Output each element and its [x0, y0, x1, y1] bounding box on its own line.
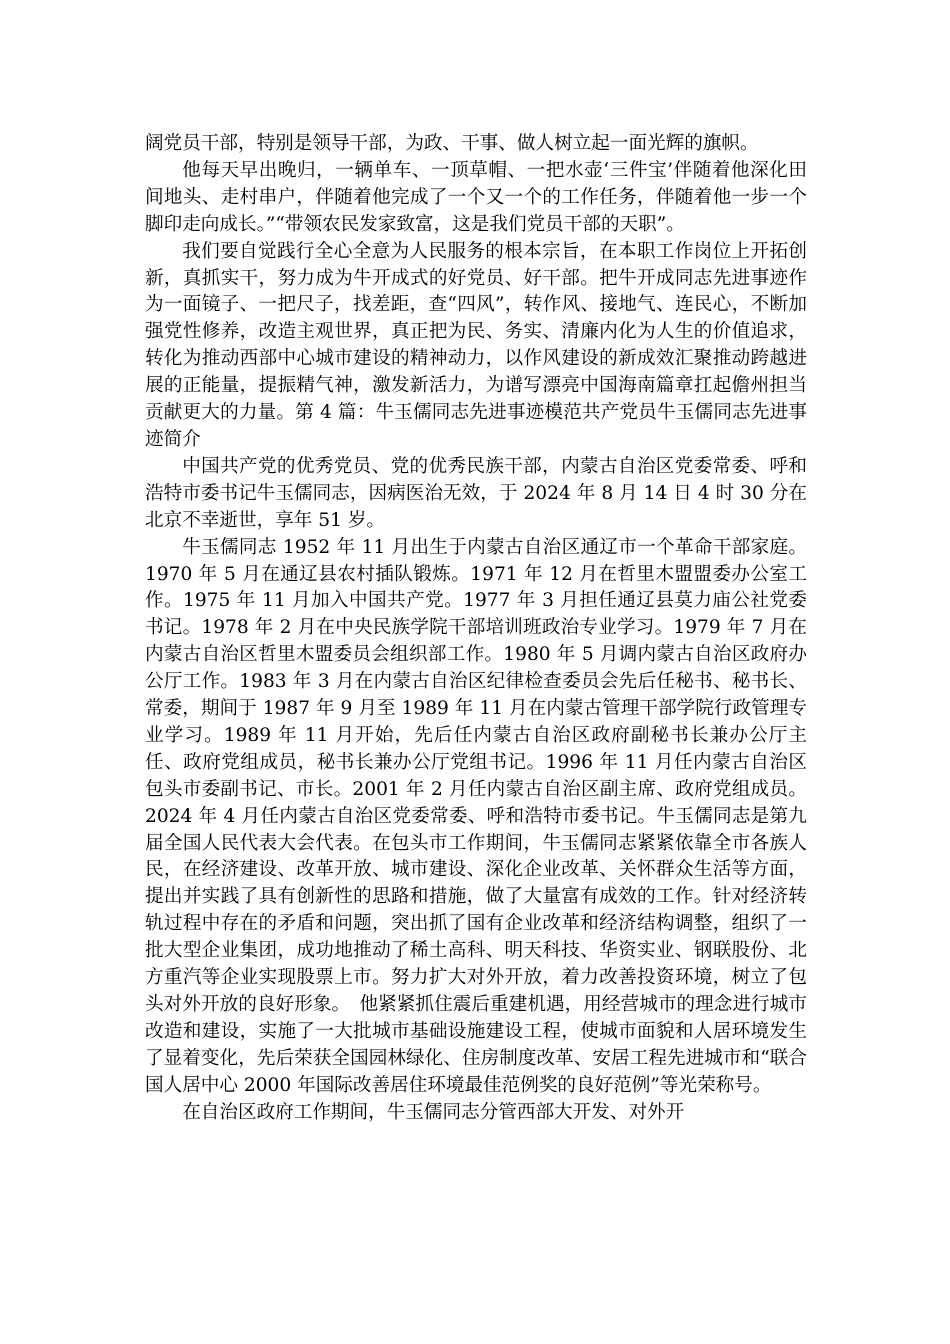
paragraph-1: 阔党员干部，特别是领导干部，为政、干事、做人树立起一面光辉的旗帜。 [145, 133, 759, 154]
paragraph-6: 在自治区政府工作期间，牛玉儒同志分管西部大开发、对外开 [182, 1101, 685, 1123]
paragraph-3: 我们要自觉践行全心全意为人民服务的根本宗旨，在本职工作岗位上开拓创新，真抓实干，努力成为牛开成式的好党员、好干部。把牛开成同志先进事迹作为一面镜子、一把尺子，找差距，查“四风”，转作风、接地气、连民心，不断加强党性修养，改造主观世界，真正把为民、务实、清廉内化为人生的价值追求，转化为推动西部中心城市建设的精神动力，以作风建设的新成效汇聚推动跨越进展的正能量，提振精气神，激发新活力，为谱写漂亮中国海南篇章扛起儋州担当贡献更大的力量。第 4 篇：牛玉儒同志先进事迹模范共产党员牛玉儒同志先进事迹简介 [145, 240, 807, 450]
document-body [145, 131, 807, 1127]
paragraph-4: 中国共产党的优秀党员、党的优秀民族干部，内蒙古自治区党委常委、呼和浩特市委书记牛玉儒同志，因病医治无效，于 2024 年 8 月 14 日 4 时 30 分在北京不幸逝世，享年 51 岁。 [145, 455, 807, 531]
paragraph-5: 牛玉儒同志 1952 年 11 月出生于内蒙古自治区通辽市一个革命干部家庭。1970 年 5 月在通辽县农村插队锻炼。1971 年 12 月在哲里木盟盟委办公室工作。1975 年 11 月加入中国共产党。1977 年 3 月担任通辽县莫力庙公社党委书记。1978 年 2 月在中央民族学院干部培训班政治专业学习。1979 年 7 月在内蒙古自治区哲里木盟委员会组织部工作。1980 年 5 月调内蒙古自治区政府办公厅工作。1983 年 3 月在内蒙古自治区纪律检查委员会先后任秘书、秘书长、常委，期间于 1987 年 9 月至 1989 年 11 月在内蒙古管理干部学院行政管理专业学习。1989 年 11 月开始，先后任内蒙古自治区政府副秘书长兼办公厅主任、政府党组成员，秘书长兼办公厅党组书记。1996 年 11 月任内蒙古自治区包头市委副书记、市长。2001 年 2 月任内蒙古自治区副主席、政府党组成员。2024 年 4 月任内蒙古自治区党委常委、呼和浩特市委书记。牛玉儒同志是第九届全国人民代表大会代表。在包头市工作期间，牛玉儒同志紧紧依靠全市各族人民，在经济建设、改革开放、城市建设、深化企业改革、关怀群众生活等方面，提出并实践了具有创新性的思路和措施，做了大量富有成效的工作。针对经济转轨过程中存在的矛盾和问题，突出抓了国有企业改革和经济结构调整，组织了一批大型企业集团，成功地推动了稀土高科、明天科技、华资实业、钢联股份、北方重汽等企业实现股票上市。努力扩大对外开放，着力改善投资环境，树立了包头对外开放的良好形象。 他紧紧抓住震后重建机遇，用经营城市的理念进行城市改造和建设，实施了一大批城市基础设施建设工程，使城市面貌和人居环境发生了显着变化，先后荣获全国园林绿化、住房制度改革、安居工程先进城市和“联合国人居中心 2000 年国际改善居住环境最佳范例奖的良好范例”等光荣称号。 [145, 536, 807, 1096]
paragraph-2: 他每天早出晚归，一辆单车、一顶草帽、一把水壶‘三件宝’伴随着他深化田间地头、走村串户，伴随着他完成了一个又一个的工作任务，伴随着他一步一个脚印走向成长。”“带领农民发家致富，这是我们党员干部的天职”。 [145, 159, 807, 235]
